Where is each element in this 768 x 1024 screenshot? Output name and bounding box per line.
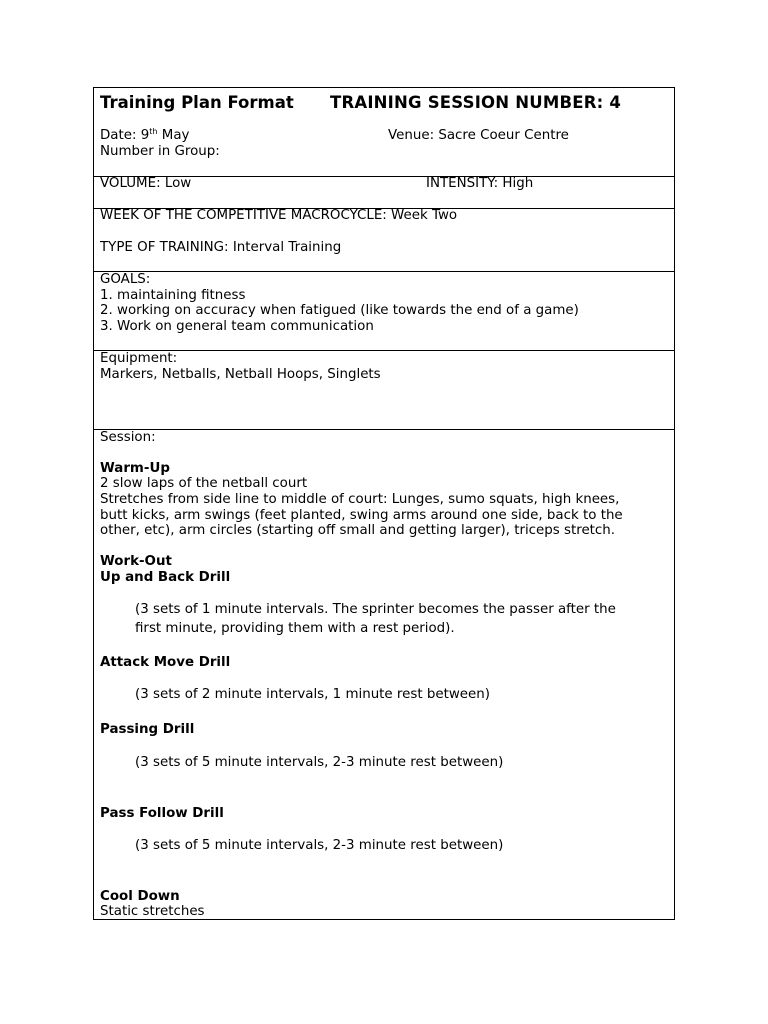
drill-detail: (3 sets of 5 minute intervals, 2-3 minute rest between) (135, 755, 504, 770)
training-type: TYPE OF TRAINING: Interval Training (100, 240, 342, 255)
intensity-field: INTENSITY: High (426, 176, 534, 191)
cooldown-heading: Cool Down (100, 889, 180, 904)
drill-name: Passing Drill (100, 722, 195, 737)
warmup-line: 2 slow laps of the netball court (100, 476, 308, 491)
warmup-heading: Warm-Up (100, 461, 170, 476)
date-ordinal: th (149, 127, 158, 136)
divider (94, 429, 674, 430)
equipment-list: Markers, Netballs, Netball Hoops, Singlets (100, 367, 381, 382)
date-prefix: Date: 9 (100, 128, 150, 143)
goal-item: 3. Work on general team communication (100, 319, 374, 334)
goal-item: 2. working on accuracy when fatigued (like towards the end of a game) (100, 303, 579, 318)
drill-detail: first minute, providing them with a rest period). (135, 621, 455, 636)
venue-field: Venue: Sacre Coeur Centre (388, 128, 569, 143)
training-plan-form (93, 87, 675, 920)
drill-detail: (3 sets of 5 minute intervals, 2-3 minute rest between) (135, 838, 504, 853)
cooldown-text: Static stretches (100, 904, 205, 919)
macrocycle-week: WEEK OF THE COMPETITIVE MACROCYCLE: Week Two (100, 208, 458, 223)
warmup-line: other, etc), arm circles (starting off small and getting larger), triceps stretch. (100, 523, 616, 538)
workout-heading: Work-Out (100, 554, 172, 569)
drill-name: Attack Move Drill (100, 655, 231, 670)
equipment-label: Equipment: (100, 351, 178, 366)
warmup-line: butt kicks, arm swings (feet planted, swing arms around one side, back to the (100, 508, 623, 523)
drill-name: Pass Follow Drill (100, 806, 224, 821)
session-number: TRAINING SESSION NUMBER: 4 (330, 93, 622, 112)
volume-field: VOLUME: Low (100, 176, 192, 191)
drill-detail: (3 sets of 2 minute intervals, 1 minute rest between) (135, 687, 490, 702)
goal-item: 1. maintaining fitness (100, 288, 246, 303)
form-title: Training Plan Format (100, 93, 294, 112)
drill-name: Up and Back Drill (100, 570, 231, 585)
date-field (100, 128, 189, 144)
drill-detail: (3 sets of 1 minute intervals. The sprinter becomes the passer after the (135, 602, 616, 617)
goals-label: GOALS: (100, 272, 151, 287)
session-label: Session: (100, 430, 156, 445)
divider (94, 350, 674, 351)
divider (94, 271, 674, 272)
date-month: May (157, 128, 190, 143)
warmup-line: Stretches from side line to middle of court: Lunges, sumo squats, high knees, (100, 492, 620, 507)
group-size-field: Number in Group: (100, 144, 220, 159)
